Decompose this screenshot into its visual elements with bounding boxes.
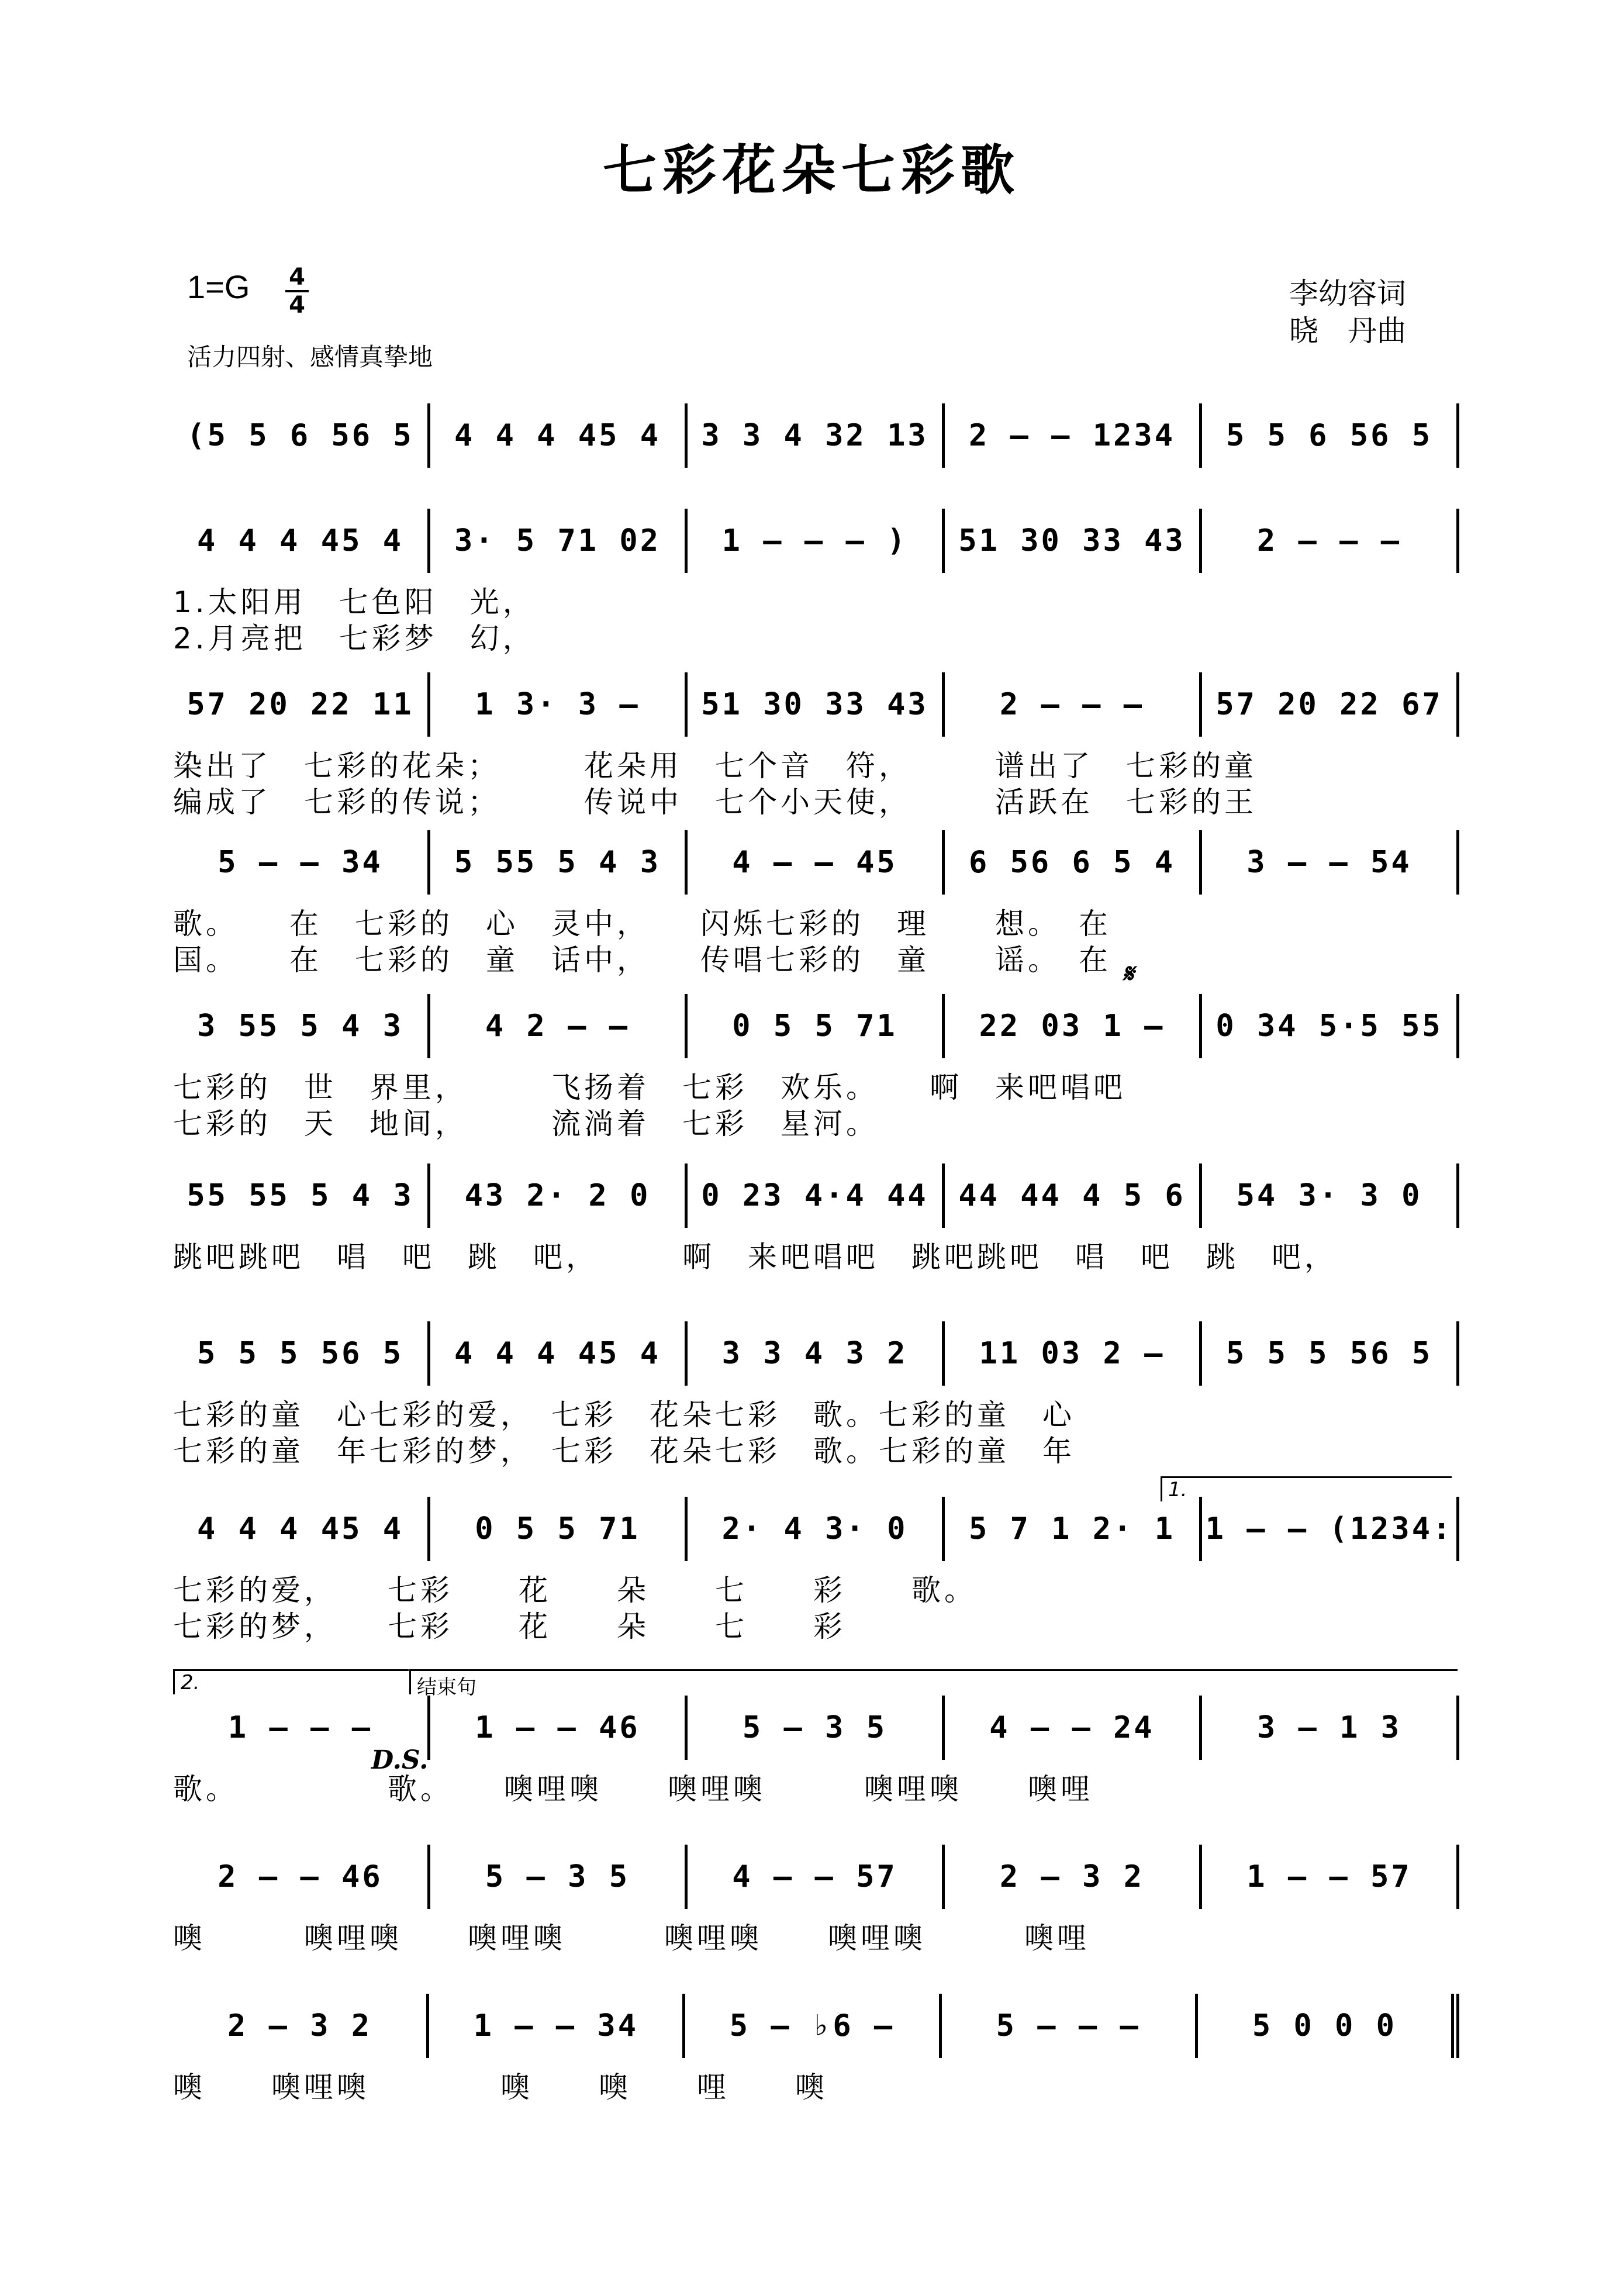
measure: 54 3· 3 0 — [1202, 1163, 1459, 1228]
lyric-line: 国。 在 七彩的 童 话中， 传唱七彩的 童 谣。 在 — [173, 943, 1111, 977]
measure: 1 – – 57 — [1202, 1845, 1459, 1909]
lyricist-credit: 李幼容词 — [1289, 277, 1406, 310]
measure: 51 30 33 43 — [688, 672, 945, 737]
measure: 3 – 1 3 — [1202, 1696, 1459, 1760]
measure: 3 55 5 4 3 — [173, 994, 430, 1058]
credits — [1289, 275, 1406, 350]
measure: 22 03 1 – — [945, 994, 1202, 1058]
key-signature: 1=G — [187, 268, 250, 305]
tempo-marking: 活力四射、感情真挚地 — [187, 343, 433, 371]
measure: 5 5 5 56 5 — [173, 1321, 430, 1386]
measure: 1 – – – — [173, 1696, 430, 1760]
notation-line — [173, 509, 1459, 573]
measure: 6 56 6 5 4 — [945, 830, 1202, 895]
lyric-line: 染出了 七彩的花朵； 花朵用 七个音 符， 谱出了 七彩的童 — [173, 749, 1257, 783]
measure: 44 44 4 5 6 — [945, 1163, 1202, 1228]
measure: 2 – – 1234 — [945, 403, 1202, 468]
measure: 4 4 4 45 4 — [430, 403, 688, 468]
measure: 51 30 33 43 — [945, 509, 1202, 573]
measure: 11 03 2 – — [945, 1321, 1202, 1386]
measure: 4 – – 45 — [688, 830, 945, 895]
measure: 4 4 4 45 4 — [173, 1497, 430, 1561]
notation-line — [173, 1321, 1459, 1386]
measure: 1 – – – ) — [688, 509, 945, 573]
measure: 4 2 – – — [430, 994, 688, 1058]
measure: 4 4 4 45 4 — [173, 509, 430, 573]
notation-line — [173, 1845, 1459, 1909]
measure: 5 0 0 0 — [1198, 1994, 1459, 2058]
lyric-line: 七彩的童 心七彩的爱， 七彩 花朵七彩 歌。七彩的童 心 — [173, 1398, 1075, 1432]
segno-mark: 𝄋 — [1123, 959, 1134, 989]
measure: 57 20 22 11 — [173, 672, 430, 737]
notation-line — [173, 1163, 1459, 1228]
notation-line — [173, 403, 1459, 468]
lyric-line: 编成了 七彩的传说； 传说中 七个小天使， 活跃在 七彩的王 — [173, 785, 1257, 819]
notation-line — [173, 830, 1459, 895]
lyric-line: 七彩的梦， 七彩 花 朵 七 彩 — [173, 1610, 846, 1644]
measure: 1 – – (1234: — [1202, 1497, 1459, 1561]
lyric-line: 七彩的爱， 七彩 花 朵 七 彩 歌。 — [173, 1573, 977, 1607]
lyric-line: 2.月亮把 七彩梦 幻， — [173, 622, 536, 655]
lyric-line: 七彩的 天 地间， 流淌着 七彩 星河。 — [173, 1107, 879, 1141]
measure: 5 – – 34 — [173, 830, 430, 895]
measure: 3 – – 54 — [1202, 830, 1459, 895]
volta-2: 2. — [173, 1669, 409, 1694]
measure: 3 3 4 32 13 — [688, 403, 945, 468]
notation-line — [173, 1994, 1459, 2058]
measure: 5 5 6 56 5 — [1202, 403, 1459, 468]
measure: 5 – 3 5 — [430, 1845, 688, 1909]
notation-line — [173, 1497, 1459, 1561]
ending-label: 结束句 — [409, 1669, 1458, 1694]
measure: 5 7 1 2· 1 — [945, 1497, 1202, 1561]
measure: 2 – 3 2 — [945, 1845, 1202, 1909]
measure: 57 20 22 67 — [1202, 672, 1459, 737]
measure: 3· 5 71 02 — [430, 509, 688, 573]
measure: (5 5 6 56 5 — [173, 403, 430, 468]
measure: 2 – – – — [945, 672, 1202, 737]
lyric-line: 噢 噢哩噢 噢哩噢 噢哩噢 噢哩噢 噢哩 — [173, 1921, 1090, 1955]
measure: 43 2· 2 0 — [430, 1163, 688, 1228]
measure: 1 3· 3 – — [430, 672, 688, 737]
measure: 4 – – 24 — [945, 1696, 1202, 1760]
measure: 5 – 3 5 — [688, 1696, 945, 1760]
measure: 4 4 4 45 4 — [430, 1321, 688, 1386]
measure: 5 5 5 56 5 — [1202, 1321, 1459, 1386]
notation-line — [173, 1696, 1459, 1760]
measure: 2· 4 3· 0 — [688, 1497, 945, 1561]
lyric-line: 噢 噢哩噢 噢 噢 哩 噢 — [173, 2070, 828, 2104]
measure: 0 23 4·4 44 — [688, 1163, 945, 1228]
lyric-line: 七彩的 世 界里， 飞扬着 七彩 欢乐。 啊 来吧唱吧 — [173, 1071, 1126, 1104]
measure: 2 – 3 2 — [173, 1994, 429, 2058]
ds-mark: D.S. — [371, 1745, 429, 1775]
time-signature — [285, 264, 309, 318]
volta-1: 1. — [1161, 1476, 1452, 1501]
measure: 5 – – – — [942, 1994, 1198, 2058]
composer-credit: 晓 丹曲 — [1289, 314, 1406, 348]
lyric-line: 1.太阳用 七色阳 光， — [173, 585, 536, 619]
measure: 1 – – 34 — [429, 1994, 685, 2058]
lyric-line: 歌。 歌。 噢哩噢 噢哩噢 噢哩噢 噢哩 — [173, 1772, 1093, 1806]
measure: 0 5 5 71 — [688, 994, 945, 1058]
measure: 0 34 5·5 55 — [1202, 994, 1459, 1058]
lyric-line: 跳吧跳吧 唱 吧 跳 吧， 啊 来吧唱吧 跳吧跳吧 唱 吧 跳 吧， — [173, 1240, 1337, 1274]
measure: 4 – – 57 — [688, 1845, 945, 1909]
measure: 1 – – 46 — [430, 1696, 688, 1760]
measure: 2 – – – — [1202, 509, 1459, 573]
measure: 3 3 4 3 2 — [688, 1321, 945, 1386]
time-sig-numerator: 4 — [285, 264, 309, 292]
lyric-line: 歌。 在 七彩的 心 灵中， 闪烁七彩的 理 想。 在 — [173, 907, 1111, 941]
lyric-line: 七彩的童 年七彩的梦， 七彩 花朵七彩 歌。七彩的童 年 — [173, 1434, 1075, 1468]
time-sig-denominator: 4 — [289, 292, 305, 319]
measure: 2 – – 46 — [173, 1845, 430, 1909]
measure: 5 – ♭6 – — [685, 1994, 941, 2058]
measure: 0 5 5 71 — [430, 1497, 688, 1561]
measure: 5 55 5 4 3 — [430, 830, 688, 895]
notation-line — [173, 994, 1459, 1058]
notation-line — [173, 672, 1459, 737]
measure: 55 55 5 4 3 — [173, 1163, 430, 1228]
song-title: 七彩花朵七彩歌 — [602, 139, 1020, 202]
